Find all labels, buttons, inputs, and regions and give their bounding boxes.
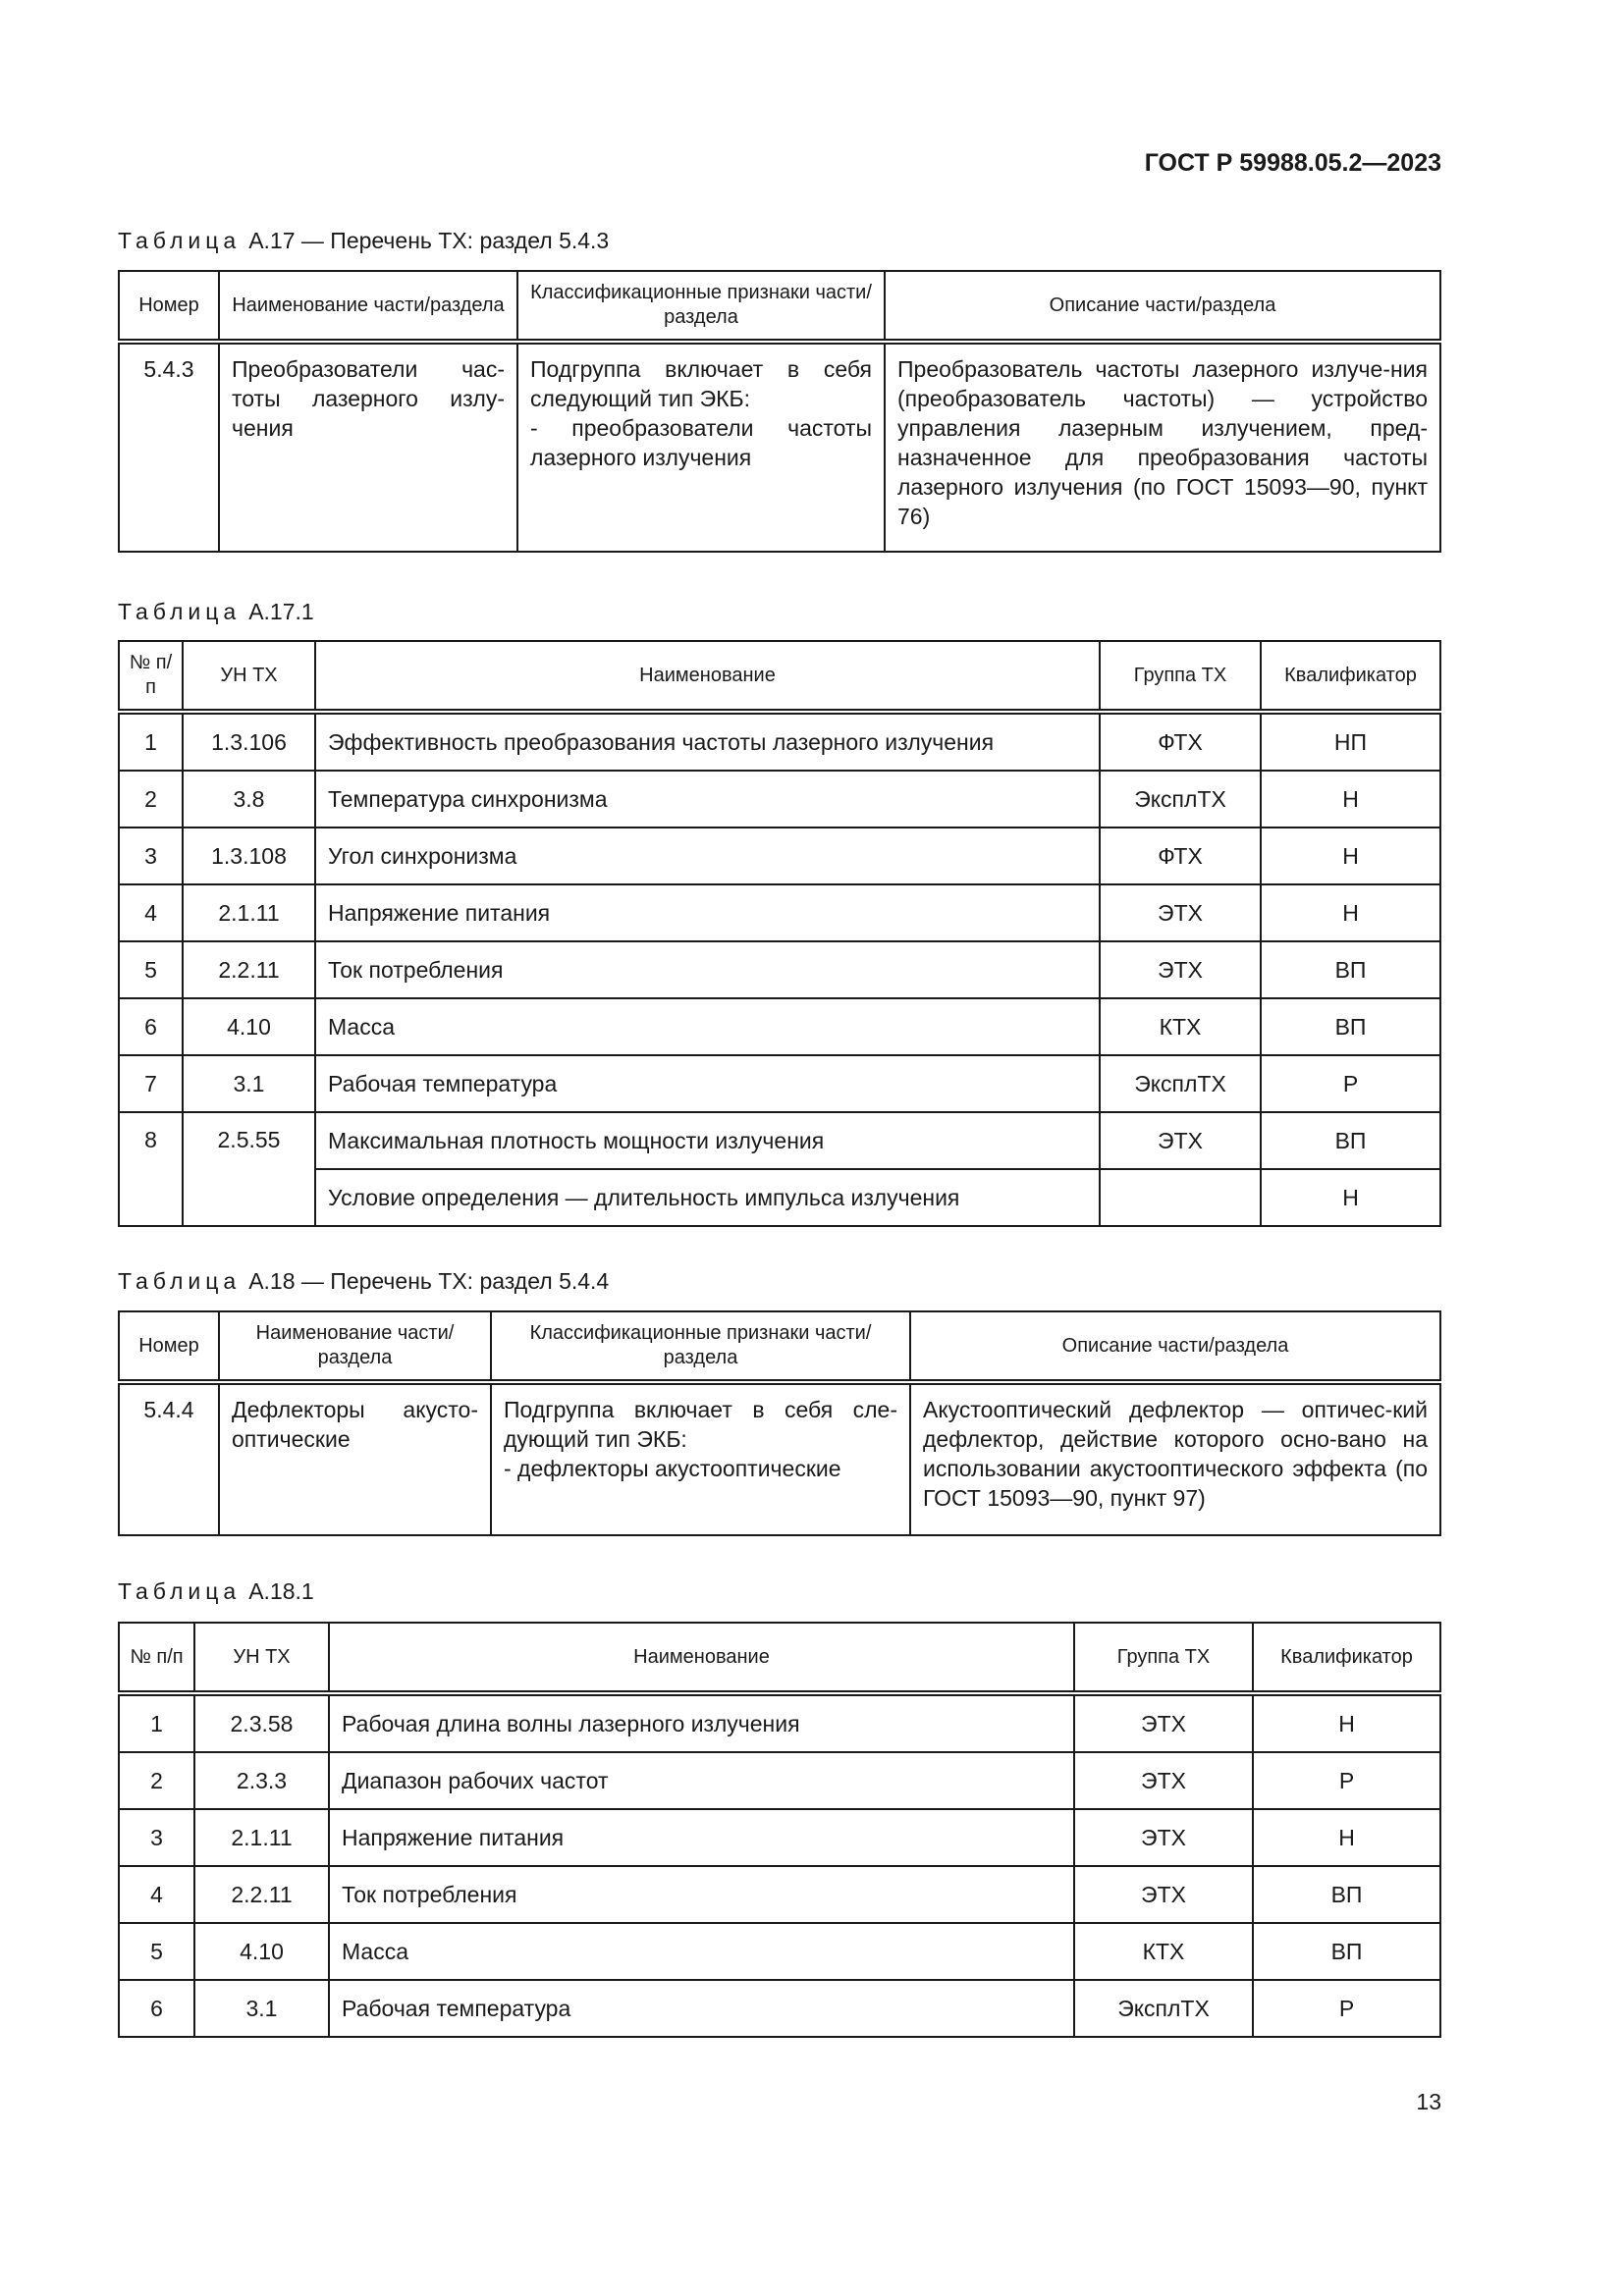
table-row bbox=[119, 1112, 1440, 1169]
cell-number: 5.4.4 bbox=[119, 1382, 219, 1535]
cell-code: 2.1.11 bbox=[183, 884, 315, 941]
header-group: Группа ТХ bbox=[1074, 1623, 1253, 1693]
cell-description: Акустооптический дефлектор — оптичес-кий дефлектор, действие которого осно-вано на использовании акустооптического эффекта (по ГОСТ 15093—90, пункт 97) bbox=[910, 1382, 1440, 1535]
cell-index: 1 bbox=[119, 712, 183, 771]
cell-qualifier: ВП bbox=[1253, 1866, 1440, 1923]
cell-name: Рабочая температура bbox=[315, 1055, 1100, 1112]
caption-text: А.17.1 bbox=[248, 599, 314, 624]
caption-text: А.18 — Перечень ТХ: раздел 5.4.4 bbox=[248, 1268, 610, 1294]
cell-name: Дефлекторы акусто-оптические bbox=[219, 1382, 491, 1535]
cell-name: Ток потребления bbox=[329, 1866, 1074, 1923]
header-qualifier: Квалификатор bbox=[1261, 641, 1440, 712]
header-name: Наименование части/раздела bbox=[219, 1311, 491, 1382]
table-row bbox=[119, 998, 1440, 1055]
cell-code: 4.10 bbox=[194, 1923, 329, 1980]
cell-group: КТХ bbox=[1100, 998, 1261, 1055]
cell-index: 1 bbox=[119, 1693, 194, 1752]
cell-group: КТХ bbox=[1074, 1923, 1253, 1980]
header-group: Группа ТХ bbox=[1100, 641, 1261, 712]
cell-code: 2.3.3 bbox=[194, 1752, 329, 1809]
class-line: Подгруппа включает в себя следующий тип ЭКБ: bbox=[530, 356, 872, 411]
table-row bbox=[119, 941, 1440, 998]
table-row bbox=[119, 1866, 1440, 1923]
cell-name: Угол синхронизма bbox=[315, 828, 1100, 884]
caption-text: А.18.1 bbox=[248, 1578, 314, 1604]
table-row bbox=[119, 771, 1440, 828]
cell-code: 2.2.11 bbox=[183, 941, 315, 998]
cell-index: 6 bbox=[119, 998, 183, 1055]
cell-class bbox=[491, 1382, 910, 1535]
cell-qualifier: ВП bbox=[1261, 941, 1440, 998]
header-name: Наименование части/раздела bbox=[219, 271, 517, 342]
cell-group: ЭТХ bbox=[1100, 884, 1261, 941]
class-line: - дефлекторы акустооптические bbox=[504, 1456, 841, 1481]
cell-code: 2.2.11 bbox=[194, 1866, 329, 1923]
cell-qualifier: Н bbox=[1253, 1809, 1440, 1866]
cell-index: 7 bbox=[119, 1055, 183, 1112]
header-number: Номер bbox=[119, 1311, 219, 1382]
header-index: № п/п bbox=[119, 1623, 194, 1693]
cell-name: Рабочая длина волны лазерного излучения bbox=[329, 1693, 1074, 1752]
cell-qualifier: ВП bbox=[1261, 998, 1440, 1055]
cell-name: Преобразователи час-тоты лазерного излу-чения bbox=[219, 342, 517, 552]
cell-qualifier: Р bbox=[1253, 1752, 1440, 1809]
cell-name: Рабочая температура bbox=[329, 1980, 1074, 2037]
table-a17 bbox=[118, 270, 1441, 553]
cell-index: 2 bbox=[119, 1752, 194, 1809]
cell-code: 3.8 bbox=[183, 771, 315, 828]
cell-index: 5 bbox=[119, 941, 183, 998]
cell-group: ЭТХ bbox=[1100, 1112, 1261, 1169]
table-row bbox=[119, 1752, 1440, 1809]
cell-qualifier: Н bbox=[1253, 1693, 1440, 1752]
header-index: № п/п bbox=[119, 641, 183, 712]
cell-description: Преобразователь частоты лазерного излуче-ния (преобразователь частоты) — устройство управления лазерным излучением, пред-назначенное для преобразования частоты лазерного излучения (по ГОСТ 15093—90, пункт 76) bbox=[885, 342, 1440, 552]
caption-prefix: Таблица bbox=[118, 1268, 242, 1294]
cell-qualifier: ВП bbox=[1253, 1923, 1440, 1980]
header-code: УН ТХ bbox=[194, 1623, 329, 1693]
cell-qualifier: Р bbox=[1261, 1055, 1440, 1112]
cell-qualifier: Н bbox=[1261, 771, 1440, 828]
cell-group: ЭТХ bbox=[1074, 1752, 1253, 1809]
header-number: Номер bbox=[119, 271, 219, 342]
cell-group: ЭксплТХ bbox=[1100, 771, 1261, 828]
caption-prefix: Таблица bbox=[118, 599, 242, 624]
cell-code: 1.3.106 bbox=[183, 712, 315, 771]
cell-index: 4 bbox=[119, 884, 183, 941]
table-subrow bbox=[119, 1169, 1440, 1226]
cell-code: 2.5.55 bbox=[183, 1112, 315, 1226]
table-row bbox=[119, 1809, 1440, 1866]
class-line: Подгруппа включает в себя сле-дующий тип ЭКБ: bbox=[504, 1397, 897, 1452]
table-row bbox=[119, 1382, 1440, 1535]
cell-qualifier: Н bbox=[1261, 1169, 1440, 1226]
table-a17-1 bbox=[118, 640, 1441, 1227]
table-a18 bbox=[118, 1310, 1441, 1536]
table-row bbox=[119, 828, 1440, 884]
cell-code: 2.3.58 bbox=[194, 1693, 329, 1752]
cell-qualifier: Н bbox=[1261, 884, 1440, 941]
cell-name: Условие определения — длительность импульса излучения bbox=[315, 1169, 1100, 1226]
cell-group: ЭТХ bbox=[1074, 1866, 1253, 1923]
caption-text: А.17 — Перечень ТХ: раздел 5.4.3 bbox=[248, 228, 610, 253]
cell-index: 8 bbox=[119, 1112, 183, 1226]
table-a18-1-caption bbox=[118, 1578, 314, 1605]
table-a18-caption bbox=[118, 1268, 609, 1295]
header-name: Наименование bbox=[315, 641, 1100, 712]
header-description: Описание части/раздела bbox=[885, 271, 1440, 342]
table-row bbox=[119, 1055, 1440, 1112]
cell-index: 5 bbox=[119, 1923, 194, 1980]
cell-class bbox=[517, 342, 885, 552]
cell-name: Масса bbox=[329, 1923, 1074, 1980]
table-a18-1 bbox=[118, 1622, 1441, 2038]
cell-name: Эффективность преобразования частоты лазерного излучения bbox=[315, 712, 1100, 771]
cell-qualifier: Р bbox=[1253, 1980, 1440, 2037]
class-line: - преобразователи частоты лазерного излучения bbox=[530, 415, 872, 470]
table-row bbox=[119, 342, 1440, 552]
cell-name: Напряжение питания bbox=[315, 884, 1100, 941]
caption-prefix: Таблица bbox=[118, 228, 242, 253]
header-class: Классификационные признаки части/раздела bbox=[491, 1311, 910, 1382]
header-name: Наименование bbox=[329, 1623, 1074, 1693]
table-row bbox=[119, 1693, 1440, 1752]
cell-name: Температура синхронизма bbox=[315, 771, 1100, 828]
cell-code: 1.3.108 bbox=[183, 828, 315, 884]
header-description: Описание части/раздела bbox=[910, 1311, 1440, 1382]
cell-index: 6 bbox=[119, 1980, 194, 2037]
cell-name: Ток потребления bbox=[315, 941, 1100, 998]
cell-group: ЭТХ bbox=[1074, 1693, 1253, 1752]
table-row bbox=[119, 1980, 1440, 2037]
header-code: УН ТХ bbox=[183, 641, 315, 712]
cell-number: 5.4.3 bbox=[119, 342, 219, 552]
cell-name: Масса bbox=[315, 998, 1100, 1055]
cell-group: ЭТХ bbox=[1074, 1809, 1253, 1866]
header-class: Классификационные признаки части/раздела bbox=[517, 271, 885, 342]
table-a17-caption bbox=[118, 228, 609, 254]
table-row bbox=[119, 712, 1440, 771]
cell-name: Напряжение питания bbox=[329, 1809, 1074, 1866]
table-row bbox=[119, 1923, 1440, 1980]
cell-group: ФТХ bbox=[1100, 712, 1261, 771]
cell-index: 3 bbox=[119, 1809, 194, 1866]
table-a17-1-caption bbox=[118, 599, 314, 625]
cell-qualifier: НП bbox=[1261, 712, 1440, 771]
caption-prefix: Таблица bbox=[118, 1578, 242, 1604]
cell-code: 2.1.11 bbox=[194, 1809, 329, 1866]
cell-code: 3.1 bbox=[183, 1055, 315, 1112]
cell-name: Диапазон рабочих частот bbox=[329, 1752, 1074, 1809]
header-qualifier: Квалификатор bbox=[1253, 1623, 1440, 1693]
page-number: 13 bbox=[1416, 2089, 1441, 2114]
cell-qualifier: Н bbox=[1261, 828, 1440, 884]
cell-qualifier: ВП bbox=[1261, 1112, 1440, 1169]
table-row bbox=[119, 884, 1440, 941]
cell-name: Максимальная плотность мощности излучения bbox=[315, 1112, 1100, 1169]
standard-number: ГОСТ Р 59988.05.2—2023 bbox=[1144, 149, 1441, 177]
cell-code: 4.10 bbox=[183, 998, 315, 1055]
cell-group bbox=[1100, 1169, 1261, 1226]
cell-index: 4 bbox=[119, 1866, 194, 1923]
cell-group: ЭТХ bbox=[1100, 941, 1261, 998]
cell-group: ЭксплТХ bbox=[1074, 1980, 1253, 2037]
cell-group: ФТХ bbox=[1100, 828, 1261, 884]
cell-index: 2 bbox=[119, 771, 183, 828]
cell-group: ЭксплТХ bbox=[1100, 1055, 1261, 1112]
cell-index: 3 bbox=[119, 828, 183, 884]
cell-code: 3.1 bbox=[194, 1980, 329, 2037]
